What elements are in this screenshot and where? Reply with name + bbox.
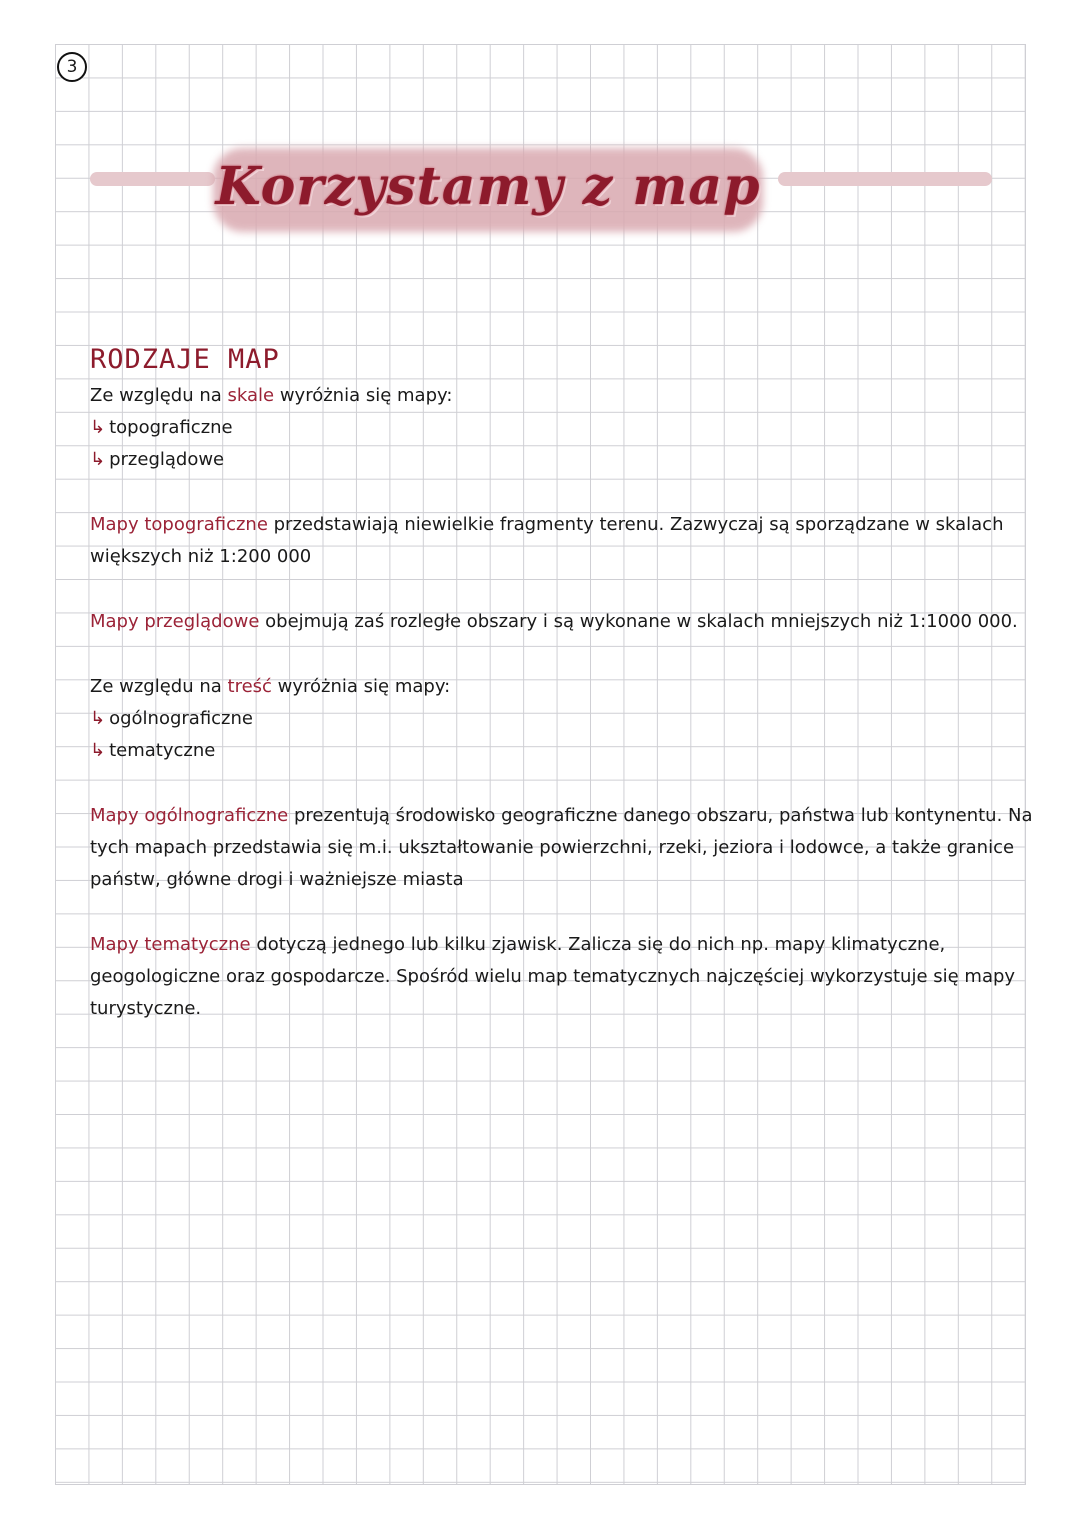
section-heading: RODZAJE MAP <box>90 344 280 375</box>
page-title: Korzystamy z map <box>215 155 761 217</box>
content-types-list <box>90 703 1040 767</box>
list-item <box>90 703 1040 735</box>
scale-intro-before: Ze względu na <box>90 385 228 406</box>
hooked-arrow-icon: ↳ <box>90 708 106 729</box>
scale-type-label: przeglądowe <box>109 449 225 470</box>
notes-content <box>90 340 1040 1025</box>
general-paragraph <box>90 800 1040 896</box>
list-item <box>90 444 1040 476</box>
content-intro-after: wyróżnia się mapy: <box>271 676 451 697</box>
topo-keyword: Mapy topograficzne <box>90 514 268 535</box>
thematic-text: dotyczą jednego lub kilku zjawisk. Zalicza się do nich np. mapy klimatyczne, geogologiczne oraz gospodarcze. Spośród wielu map tematycznych najczęściej wykorzystuje się mapy turystyczne. <box>90 934 1016 1019</box>
scale-types-list <box>90 412 1040 476</box>
content-intro-before: Ze względu na <box>90 676 228 697</box>
scale-intro-after: wyróżnia się mapy: <box>274 385 453 406</box>
thematic-paragraph <box>90 929 1040 1025</box>
hooked-arrow-icon: ↳ <box>90 417 106 438</box>
list-item <box>90 412 1040 444</box>
scale-keyword: skale <box>227 385 275 406</box>
content-type-label: tematyczne <box>109 740 216 761</box>
thematic-keyword: Mapy tematyczne <box>90 934 251 955</box>
topo-paragraph <box>90 509 1040 573</box>
general-text: prezentują środowisko geograficzne danego obszaru, państwa lub kontynentu. Na tych mapach przedstawia się m.i. ukształtowanie powierzchni, rzeki, jeziora i lodowce, a także granice państw, główne drogi i ważniejsze miasta <box>90 805 1033 890</box>
hooked-arrow-icon: ↳ <box>90 740 106 761</box>
list-item <box>90 735 1040 767</box>
overview-text: obejmują zaś rozległe obszary i są wykonane w skalach mniejszych niż 1:1000 000. <box>259 611 1018 632</box>
scale-type-label: topograficzne <box>109 417 233 438</box>
overview-keyword: Mapy przeglądowe <box>90 611 260 632</box>
title-line-left <box>90 172 215 186</box>
scale-intro <box>90 380 1040 412</box>
content-type-label: ogólnograficzne <box>109 708 253 729</box>
content-intro <box>90 671 1040 703</box>
title-block <box>213 140 763 232</box>
topo-text: przedstawiają niewielkie fragmenty terenu. Zazwyczaj są sporządzane w skalach większych niż 1:200 000 <box>90 514 1004 567</box>
page-number: 3 <box>57 52 87 82</box>
title-line-right <box>778 172 992 186</box>
hooked-arrow-icon: ↳ <box>90 449 106 470</box>
general-keyword: Mapy ogólnograficzne <box>90 805 289 826</box>
content-keyword: treść <box>227 676 272 697</box>
overview-paragraph <box>90 606 1040 638</box>
